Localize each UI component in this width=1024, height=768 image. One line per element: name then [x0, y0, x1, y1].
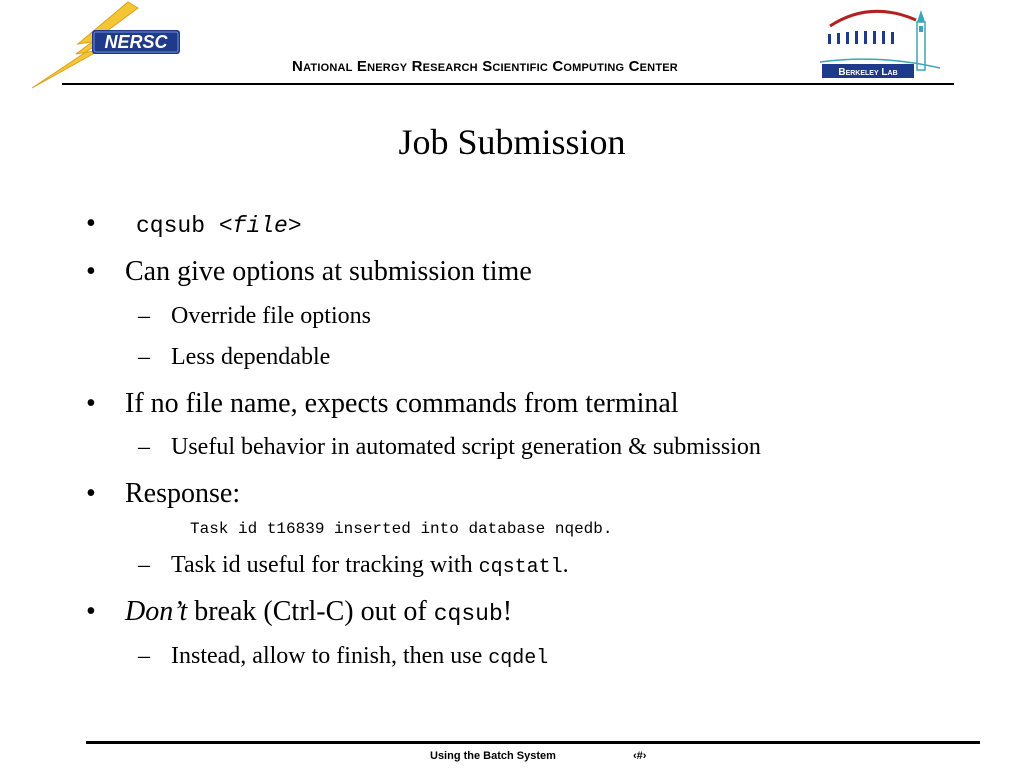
- command-cqdel: cqdel: [488, 647, 549, 670]
- bullet-marker: •: [86, 478, 96, 509]
- subbullet-text-main: Task id useful for tracking with: [171, 552, 479, 578]
- bullet-text-main: break (Ctrl-C) out of: [187, 596, 434, 627]
- subbullet-marker: –: [138, 434, 150, 460]
- arg-close-bracket: >: [287, 213, 302, 239]
- building-icon: [828, 31, 894, 44]
- bullet-text: Can give options at submission time: [125, 256, 532, 287]
- bullet-text: [125, 596, 512, 630]
- subbullet-text-tail: .: [562, 552, 569, 578]
- bullet-text: If no file name, expects commands from terminal: [125, 388, 679, 419]
- command-cqsub: cqsub: [136, 213, 206, 239]
- subbullet-text: [171, 642, 548, 673]
- subbullet-marker: –: [138, 552, 150, 578]
- emphasis-dont: Don’t: [125, 596, 188, 627]
- command-cqsub: cqsub: [433, 601, 503, 627]
- bullet-marker: •: [86, 388, 96, 419]
- subbullet-marker: –: [138, 344, 150, 370]
- nersc-logo: [30, 0, 190, 90]
- footer-title: Using the Batch System: [430, 750, 556, 762]
- berkeley-lab-logo: [820, 4, 944, 82]
- response-output: Task id t16839 inserted into database nqedb.: [190, 520, 613, 538]
- bullet-text-tail: !: [502, 596, 513, 627]
- subbullet-text: [171, 551, 569, 582]
- subbullet-text: Override file options: [171, 303, 371, 329]
- subbullet-text-main: Instead, allow to finish, then use: [171, 643, 489, 669]
- subbullet-marker: –: [138, 303, 150, 329]
- hill-arc: [830, 11, 916, 26]
- header-org-name: National Energy Research Scientific Computing Center: [292, 58, 678, 75]
- arg-open: [205, 213, 219, 239]
- arg-open-bracket: <: [218, 213, 233, 239]
- bullet-text: Response:: [125, 478, 241, 509]
- command-cqstatl: cqstatl: [478, 556, 563, 579]
- bullet-marker: •: [86, 208, 96, 239]
- nersc-logo-text: NERSC: [104, 32, 168, 52]
- berkeley-lab-logo-text: Berkeley Lab: [838, 67, 898, 78]
- footer-page-number: ‹#›: [633, 750, 647, 762]
- slide-title: Job Submission: [398, 122, 626, 162]
- footer-divider: [86, 741, 980, 744]
- bullet-marker: •: [86, 596, 96, 627]
- header-divider: [62, 83, 954, 85]
- tower-icon: [917, 10, 925, 70]
- bullet-marker: •: [86, 256, 96, 287]
- subbullet-text: Useful behavior in automated script generation & submission: [171, 434, 761, 460]
- subbullet-text: Less dependable: [171, 344, 331, 370]
- subbullet-marker: –: [138, 643, 150, 669]
- arg-file: file: [232, 213, 288, 239]
- bullet-text: [136, 208, 302, 242]
